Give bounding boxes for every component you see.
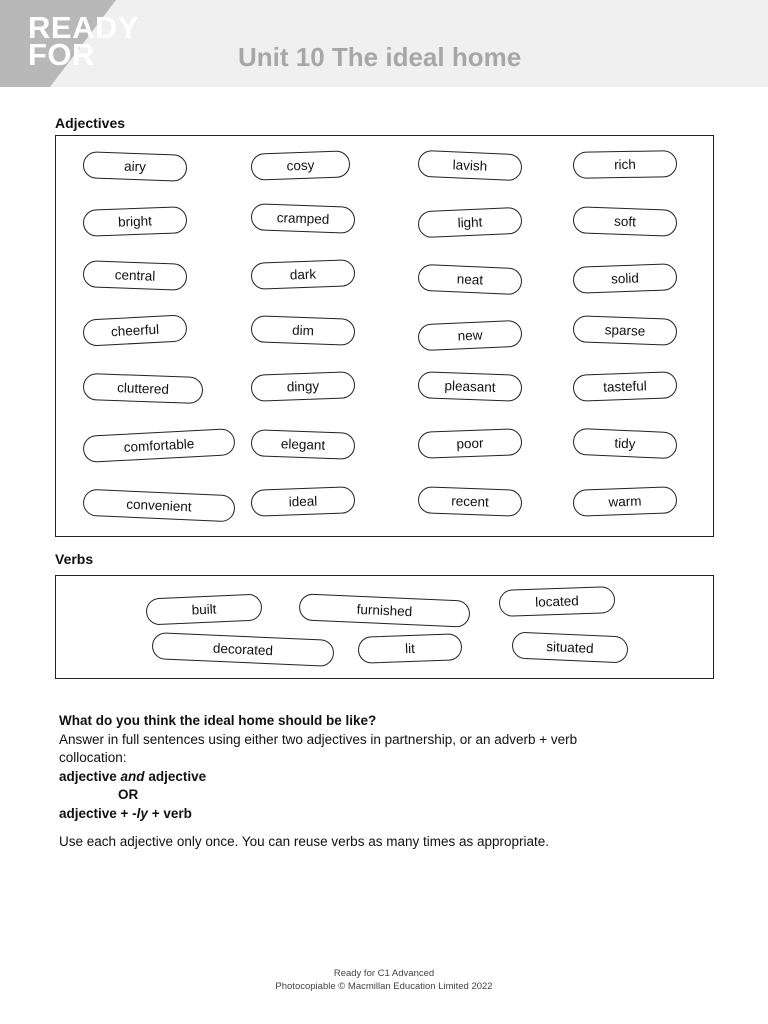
adjective-card: lavish <box>417 150 522 182</box>
footer-title: Ready for C1 Advanced <box>333 968 435 979</box>
adjective-card: elegant <box>251 429 356 460</box>
adjectives-box <box>55 135 714 537</box>
verbs-label: Verbs <box>55 551 94 567</box>
unit-title: Unit 10 The ideal home <box>238 42 522 72</box>
adjective-card: sparse <box>573 315 678 346</box>
adjective-card: tasteful <box>573 371 678 402</box>
adjective-card: soft <box>573 206 678 237</box>
adjective-card: poor <box>418 428 523 459</box>
adjective-card: pleasant <box>418 371 523 402</box>
adjective-card: convenient <box>82 489 235 523</box>
adjective-card: dim <box>251 315 356 346</box>
verbs-box <box>55 575 714 679</box>
pattern-adjective-and-adjective <box>59 768 719 787</box>
adjective-card: cosy <box>251 150 351 180</box>
adjective-card: cramped <box>251 203 356 234</box>
verb-card: situated <box>511 631 628 663</box>
page-header <box>0 0 768 87</box>
adjective-card: airy <box>83 151 188 182</box>
adjective-card: comfortable <box>82 428 235 463</box>
adjective-card: dark <box>251 259 356 290</box>
adjective-card: dingy <box>251 371 356 402</box>
adjective-card: warm <box>573 486 678 517</box>
adjective-card: new <box>417 320 522 352</box>
pattern2-part-a: adjective + <box>59 805 133 821</box>
adjective-card: cluttered <box>83 373 204 404</box>
adjective-card: tidy <box>572 428 677 460</box>
pattern1-and: and <box>120 768 145 784</box>
adjective-card: rich <box>573 150 677 179</box>
verb-card: located <box>499 586 616 617</box>
adjectives-label: Adjectives <box>55 115 126 131</box>
logo <box>28 10 148 72</box>
adjective-card: cheerful <box>82 314 187 346</box>
adjective-card: neat <box>417 264 522 296</box>
footer-copyright: Photocopiable © Macmillan Education Limited 2022 <box>275 981 493 992</box>
adjective-card: bright <box>83 206 188 237</box>
adjective-card: central <box>83 260 188 291</box>
pattern2-ly: -ly <box>132 805 148 821</box>
adjective-card: light <box>417 207 522 239</box>
logo-line-2: FOR <box>28 37 95 72</box>
pattern1-part-b: adjective <box>144 768 207 784</box>
adjective-card: recent <box>418 486 523 517</box>
question-heading: What do you think the ideal home should be like? <box>59 713 377 728</box>
pattern2-part-b: + verb <box>147 805 192 821</box>
instruction-text: Answer in full sentences using either two adjectives in partnership, or an adverb + verb collocation: <box>59 731 578 765</box>
verb-card: built <box>145 593 262 625</box>
adjective-card: solid <box>573 263 678 294</box>
or-text: OR <box>118 787 139 802</box>
pattern1-part-a: adjective <box>59 768 121 784</box>
footer <box>0 967 768 993</box>
verb-card: lit <box>358 633 463 664</box>
logo-line-1: READY <box>28 10 140 45</box>
task-instructions <box>59 712 719 852</box>
verb-card: furnished <box>298 593 470 627</box>
usage-note: Use each adjective only once. You can reuse verbs as many times as appropriate. <box>59 834 550 849</box>
verb-card: decorated <box>151 632 334 667</box>
adjective-card: ideal <box>251 486 356 517</box>
pattern-adjective-ly-verb <box>59 805 719 824</box>
